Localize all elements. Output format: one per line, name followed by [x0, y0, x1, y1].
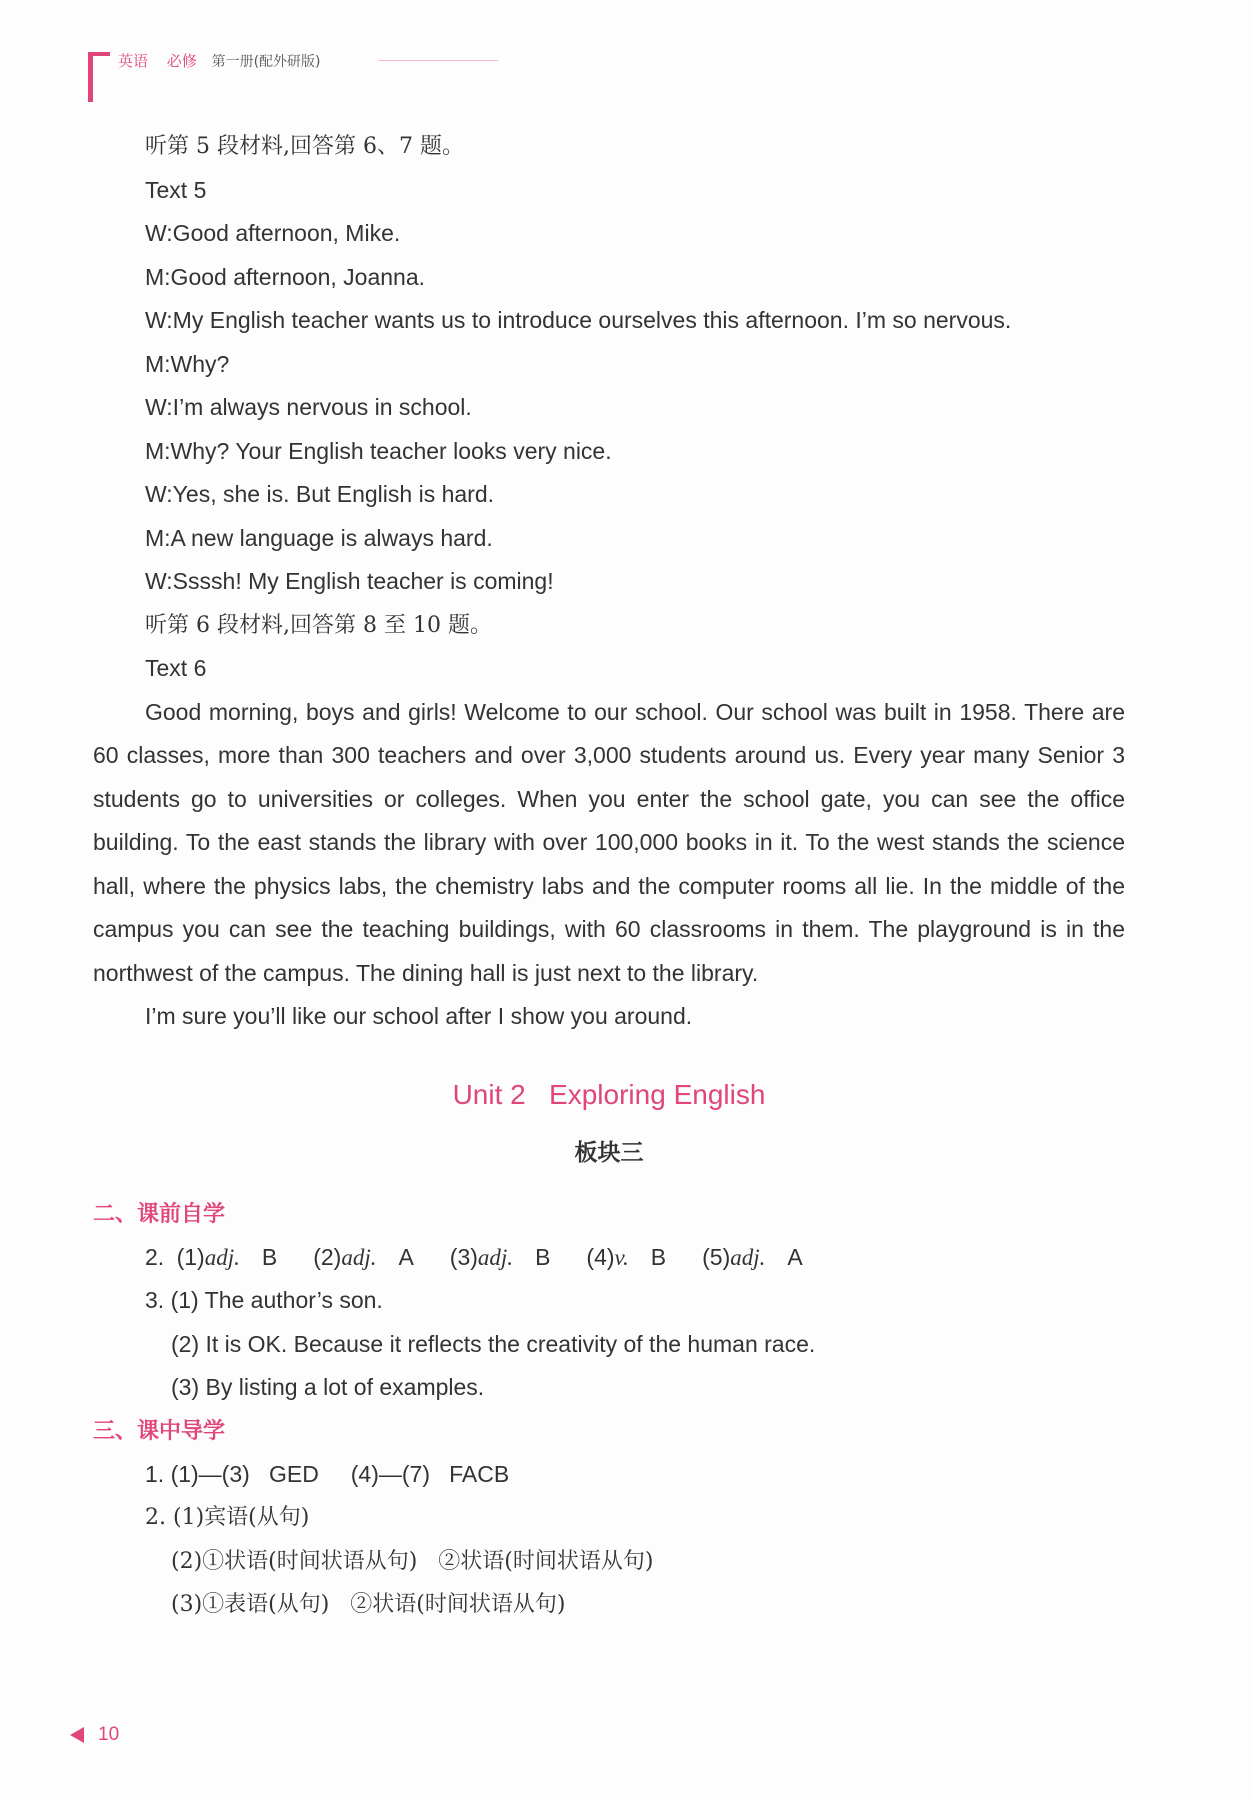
transcript-line: Text 6	[145, 655, 207, 681]
transcript-line: W:Yes, she is. But English is hard.	[145, 481, 495, 507]
answer-q3-2: (2) It is OK. Because it reflects the creativity of the human race.	[171, 1330, 816, 1357]
transcript-line: W:Good afternoon, Mike.	[145, 220, 401, 246]
q2-item-number: (1)	[176, 1243, 205, 1270]
header-subject: 英语	[118, 52, 149, 70]
answer-q3-1: 3. (1) The author’s son.	[145, 1287, 383, 1313]
answer-s3-q2-1: 2. (1)宾语(从句)	[145, 1505, 310, 1530]
transcript-line: W:My English teacher wants us to introduce ourselves this afternoon. I’m so nervous.	[145, 307, 1012, 333]
transcript-line: W:Ssssh! My English teacher is coming!	[145, 568, 554, 594]
q2-item-answer: B	[535, 1243, 551, 1270]
transcript-line: 听第 6 段材料,回答第 8 至 10 题。	[145, 612, 492, 638]
answer-q3-3: (3) By listing a lot of examples.	[171, 1374, 485, 1400]
q2-item-pos: adj.	[477, 1244, 514, 1270]
q2-item-answer: B	[650, 1243, 667, 1270]
answer-s3-q2-2: (2)①状语(时间状语从句) ②状语(时间状语从句)	[171, 1548, 654, 1574]
transcript-lines	[93, 125, 1125, 691]
page-number	[70, 1724, 119, 1746]
q2-item-pos: v.	[614, 1244, 629, 1270]
q2-item	[550, 1244, 666, 1270]
section-heading-preview: 二、课前自学	[93, 1201, 226, 1227]
transcript-line: W:I’m always nervous in school.	[145, 394, 472, 420]
closing-line: I’m sure you’ll like our school after I show you around.	[145, 1003, 693, 1029]
q2-item-number: (3)	[449, 1243, 478, 1270]
transcript-line: 听第 5 段材料,回答第 6、7 题。	[145, 134, 464, 159]
q2-item	[277, 1244, 414, 1270]
unit-title: Unit 2 Exploring English	[452, 1078, 766, 1110]
transcript-line: M:Good afternoon, Joanna.	[145, 263, 426, 290]
transcript-line: M:A new language is always hard.	[145, 524, 493, 551]
header-book: 必修	[166, 52, 197, 70]
q2-item	[666, 1244, 803, 1270]
q2-item	[171, 1244, 278, 1270]
header-rule	[378, 60, 498, 61]
q2-item-pos: adj.	[204, 1244, 240, 1270]
q2-item-answer: A	[787, 1243, 803, 1270]
page-content	[93, 125, 1125, 1627]
page-number-text: 10	[98, 1724, 120, 1745]
transcript-line: M:Why? Your English teacher looks very nice.	[145, 437, 612, 464]
text6-paragraph: Good morning, boys and girls! Welcome to our school. Our school was built in 1958. There are 60 classes, more than 300 teachers and over 3,000 students around us. Every year many Senior 3 students go to universities or colleges. When you enter the school gate, you can see the office building. To the east stands the library with over 100,000 books in it. To the west stands the science hall, where the physics labs, the chemistry labs and the computer rooms all lie. In the middle of the campus you can see the teaching buildings, with 60 classrooms in them. The playground is in the northwest of the campus. The dining hall is just next to the library.	[93, 698, 1125, 986]
transcript-line: Text 5	[145, 176, 207, 203]
page-arrow-icon	[70, 1727, 84, 1743]
q2-item-answer: B	[261, 1243, 278, 1270]
header-volume: 第一册(配外研版)	[211, 54, 321, 70]
q2-item-answer: A	[398, 1243, 414, 1270]
transcript-line: M:Why?	[145, 350, 230, 377]
header-accent-bar	[88, 52, 93, 102]
section-heading-guided: 三、课中导学	[93, 1418, 226, 1444]
q2-item-number: (5)	[702, 1243, 731, 1270]
q2-item-pos: adj.	[730, 1244, 766, 1270]
answer-s3-q1: 1. (1)—(3) GED (4)—(7) FACB	[145, 1460, 510, 1487]
q2-item-number: (4)	[586, 1243, 615, 1270]
running-header	[118, 50, 321, 71]
block-title: 板块三	[574, 1138, 644, 1166]
q2-item	[414, 1244, 551, 1270]
q2-item-pos: adj.	[341, 1244, 377, 1270]
q2-item-number: (2)	[313, 1243, 342, 1270]
answer-q2-row	[93, 1236, 1125, 1280]
q2-number: 2.	[145, 1243, 165, 1270]
answer-s3-q2-3: (3)①表语(从句) ②状语(时间状语从句)	[171, 1592, 566, 1617]
